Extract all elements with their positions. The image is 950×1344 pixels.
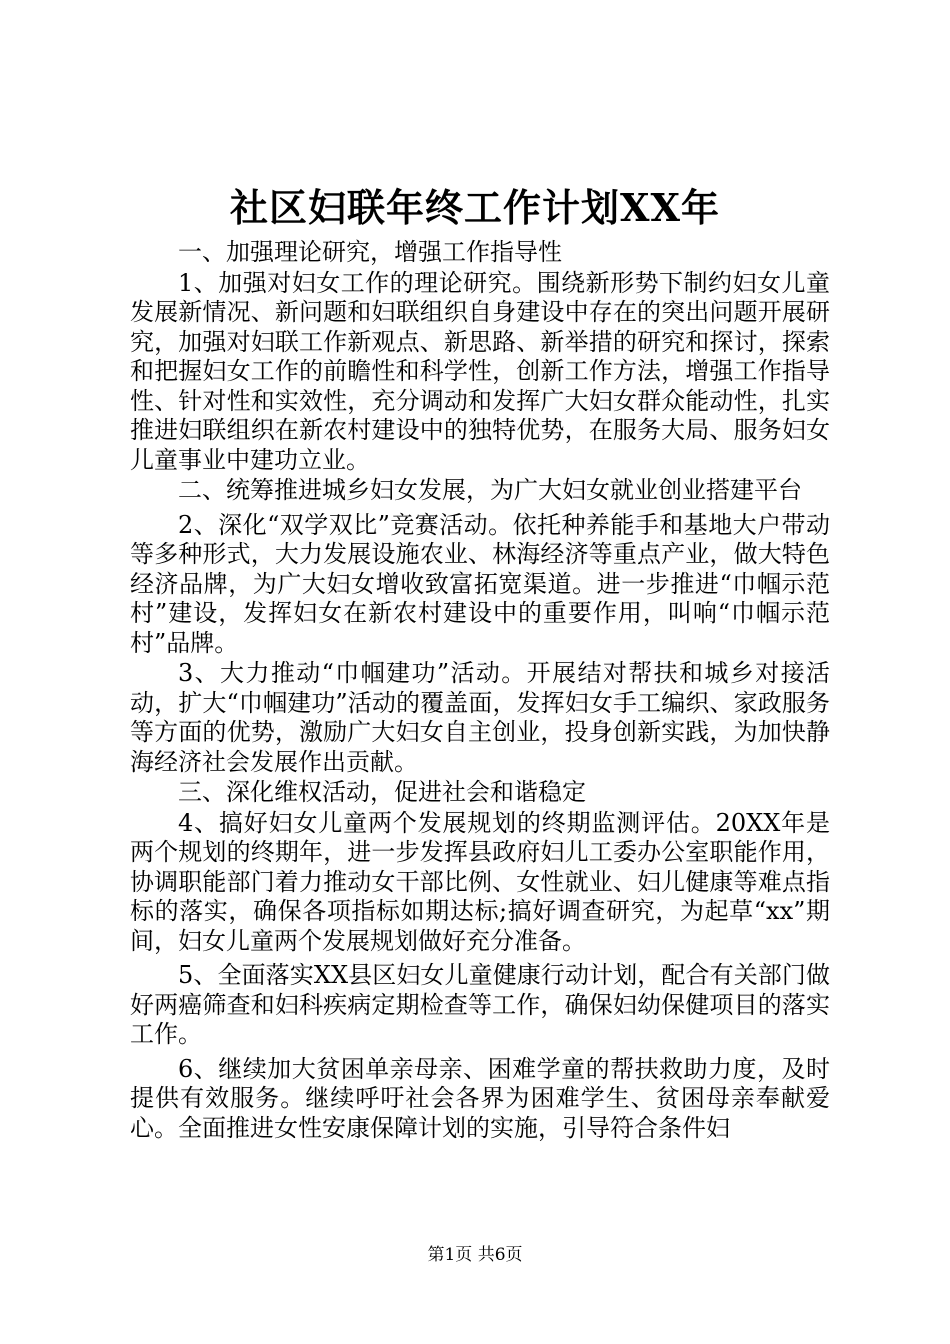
section-heading-2: 二、统筹推进城乡妇女发展，为广大妇女就业创业搭建平台	[178, 476, 802, 504]
body-paragraph-2: 2、深化“双学双比”竞赛活动。依托种养能手和基地大户带动等多种形式，大力发展设施农业、林海经济等重点产业，做大特色经济品牌，为广大妇女增收致富拓宽渠道。进一步推进“巾帼示范村”建设，发挥妇女在新农村建设中的重要作用，叫响“巾帼示范村”品牌。	[130, 510, 830, 657]
body-paragraph-1: 1、加强对妇女工作的理论研究。围绕新形势下制约妇女儿童发展新情况、新问题和妇联组织自身建设中存在的突出问题开展研究，加强对妇联工作新观点、新思路、新举措的研究和探讨，探索和把握妇女工作的前瞻性和科学性，创新工作方法，增强工作指导性、针对性和实效性，充分调动和发挥广大妇女群众能动性，扎实推进妇联组织在新农村建设中的独特优势，在服务大局、服务妇女儿童事业中建功立业。	[130, 268, 830, 474]
body-paragraph-4: 4、搞好妇女儿童两个发展规划的终期监测评估。20XX年是两个规划的终期年，进一步发挥县政府妇儿工委办公室职能作用，协调职能部门着力推动女干部比例、女性就业、妇儿健康等难点指标的落实，确保各项指标如期达标;搞好调查研究，为起草“xx”期间，妇女儿童两个发展规划做好充分准备。	[130, 808, 830, 955]
document-body	[130, 238, 830, 1143]
document-title: 社区妇联年终工作计划XX年	[230, 185, 720, 230]
page-number-footer: 第1页 共6页	[427, 1245, 523, 1265]
section-heading-3: 三、深化维权活动，促进社会和谐稳定	[178, 778, 586, 806]
body-paragraph-6: 6、继续加大贫困单亲母亲、困难学童的帮扶救助力度，及时提供有效服务。继续呼吁社会各界为困难学生、贫困母亲奉献爱心。全面推进女性安康保障计划的实施，引导符合条件妇	[130, 1054, 830, 1142]
body-paragraph-5: 5、全面落实XX县区妇女儿童健康行动计划，配合有关部门做好两癌筛查和妇科疾病定期检查等工作，确保妇幼保健项目的落实工作。	[130, 961, 830, 1048]
body-paragraph-3: 3、大力推动“巾帼建功”活动。开展结对帮扶和城乡对接活动，扩大“巾帼建功”活动的覆盖面，发挥妇女手工编织、家政服务等方面的优势，激励广大妇女自主创业，投身创新实践，为加快静海经济社会发展作出贡献。	[130, 659, 830, 776]
section-heading-1: 一、加强理论研究，增强工作指导性	[178, 238, 562, 266]
